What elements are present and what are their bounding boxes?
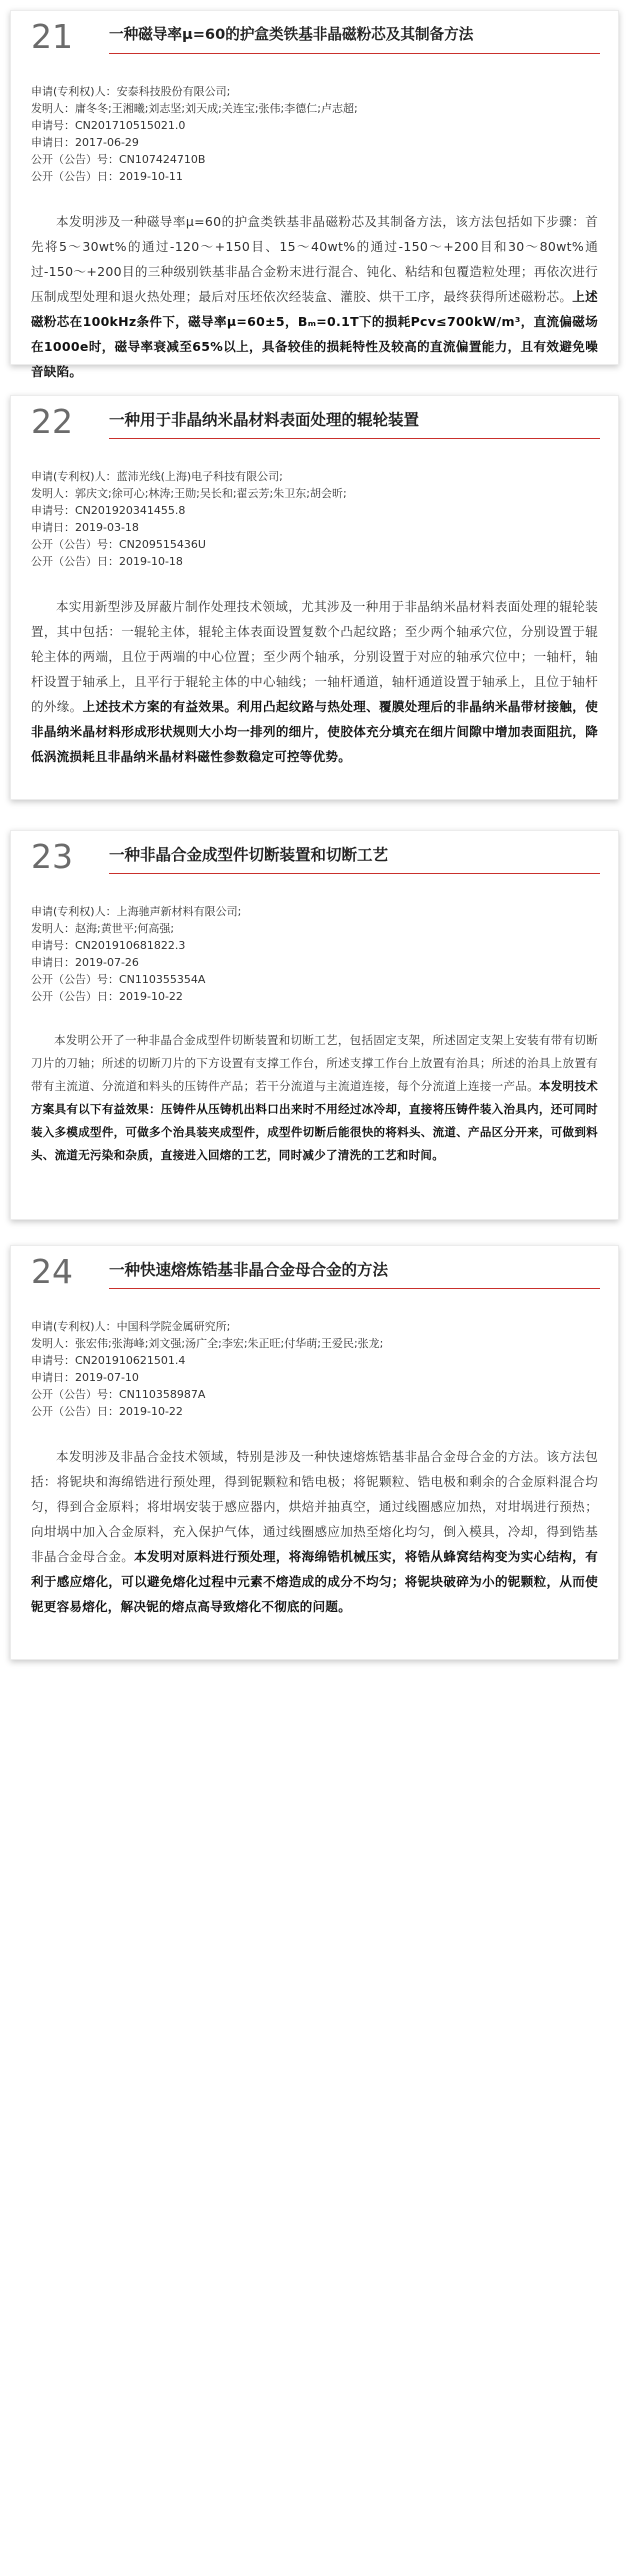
entry-title: 一种快速熔炼锆基非晶合金母合金的方法 (109, 1261, 389, 1279)
entry-title: 一种磁导率μ=60的护盒类铁基非晶磁粉芯及其制备方法 (109, 26, 474, 43)
publication-date: 公开（公告）日：2019-10-22 (31, 990, 183, 1003)
application-number: 申请号：CN201920341455.8 (31, 504, 186, 517)
title-underline (109, 1288, 600, 1289)
application-date: 申请日：2019-07-26 (31, 956, 139, 969)
applicant: 申请(专利权)人：安泰科技股份有限公司; (31, 85, 231, 98)
abstract-text: 本发明涉及非晶合金技术领域，特别是涉及一种快速熔炼锆基非晶合金母合金的方法。该方法包括：将铌块和海绵锆进行预处理，得到铌颗粒和锆电极；将铌颗粒、锆电极和剩余的合金原料混合均匀，得到合金原料；将坩埚安装于感应器内，烘焙并抽真空，通过线圈感应加热，对坩埚进行预热；向坩埚中加入合金原料，充入保护气体，通过线圈感应加热至熔化均匀，倒入模具，冷却，得到锆基非晶合金母合金。 (31, 1449, 598, 1564)
application-number: 申请号：CN201710515021.0 (31, 119, 186, 132)
inventors: 发明人：张宏伟;张海峰;刘文强;汤广全;李宏;朱正旺;付华萌;王爱民;张龙; (31, 1337, 384, 1350)
card-header (11, 396, 618, 448)
patent-meta (11, 1298, 618, 1420)
abstract-text: 本实用新型涉及屏蔽片制作处理技术领域，尤其涉及一种用于非晶纳米晶材料表面处理的辊轮装置，其中包括：一辊轮主体，辊轮主体表面设置复数个凸起纹路；至少两个轴承穴位，分别设置于辊轮主体的两端，且位于两端的中心位置；至少两个轴承，分别设置于对应的轴承穴位中；一轴杆，轴杆设置于轴承上，且平行于辊轮主体的中心轴线；一轴杆通道，轴杆通道设置于轴承上，且位于轴杆的外缘。 (31, 599, 598, 714)
inventors: 发明人：郭庆文;徐可心;林涛;王勋;吴长和;翟云芳;朱卫东;胡会昕; (31, 487, 347, 500)
publication-number: 公开（公告）号：CN110355354A (31, 973, 206, 986)
abstract (11, 570, 618, 769)
entry-number: 22 (31, 402, 73, 441)
entry-number: 23 (31, 837, 73, 876)
patent-card (10, 10, 619, 379)
entry-number: 21 (31, 17, 73, 56)
inventors: 发明人：赵海;黄世平;何高强; (31, 922, 175, 935)
abstract (11, 1005, 618, 1167)
abstract (11, 1420, 618, 1619)
application-date: 申请日：2017-06-29 (31, 136, 139, 149)
publication-date: 公开（公告）日：2019-10-18 (31, 555, 183, 568)
abstract-highlight: 本发明对原料进行预处理，将海绵锆机械压实，将锆从蜂窝结构变为实心结构，有利于感应熔化，可以避免熔化过程中元素不熔造成的成分不均匀；将铌块破碎为小的铌颗粒，从而使铌更容易熔化，解决铌的熔点高导致熔化不彻底的问题。 (31, 1549, 598, 1614)
card-header (11, 831, 618, 883)
patent-meta (11, 883, 618, 1005)
applicant: 申请(专利权)人：上海驰声新材料有限公司; (31, 905, 242, 918)
applicant: 申请(专利权)人：蓝沛光线(上海)电子科技有限公司; (31, 470, 283, 483)
inventors: 发明人：庸冬冬;王湘曦;刘志坚;刘天成;关连宝;张伟;李德仁;卢志超; (31, 102, 358, 115)
abstract-highlight: 上述技术方案的有益效果。利用凸起纹路与热处理、覆膜处理后的非晶纳米晶带材接触，使非晶纳米晶材料形成形状规则大小均一排列的细片，使胶体充分填充在细片间隙中增加表面阻抗，降低涡流损耗且非晶纳米晶材料磁性参数稳定可控等优势。 (31, 699, 598, 764)
publication-number: 公开（公告）号：CN110358987A (31, 1388, 206, 1401)
publication-number: 公开（公告）号：CN107424710B (31, 153, 206, 166)
abstract-highlight: 上述磁粉芯在100kHz条件下，磁导率μ=60±5，Bₘ=0.1T下的损耗Pcv≤700kW/m³，直流偏磁场在1000e时，磁导率衰减至65%以上，具备较佳的损耗特性及较高的直流偏置能力，且有效避免噪音缺陷。 (31, 289, 598, 379)
application-date: 申请日：2019-03-18 (31, 521, 139, 534)
abstract-text: 本发明涉及一种磁导率μ=60的护盒类铁基非晶磁粉芯及其制备方法，该方法包括如下步骤：首先将5～30wt%的通过-120～+150目、15～40wt%的通过-150～+200目和30～80wt%通过-150～+200目的三种级别铁基非晶合金粉末进行混合、钝化、粘结和包覆造粒处理；再依次进行压制成型处理和退火热处理；最后对压坯依次经装盒、灌胶、烘干工序，最终获得所述磁粉芯。 (31, 214, 598, 304)
publication-date: 公开（公告）日：2019-10-11 (31, 170, 183, 183)
patent-card (10, 395, 619, 800)
patent-card (10, 1245, 619, 1660)
applicant: 申请(专利权)人：中国科学院金属研究所; (31, 1320, 231, 1333)
title-underline (109, 53, 600, 54)
patent-card (10, 830, 619, 1220)
abstract-text: 本发明公开了一种非晶合金成型件切断装置和切断工艺，包括固定支架，所述固定支架上安装有带有切断刀片的刀轴；所述的切断刀片的下方设置有支撑工作台，所述支撑工作台上放置有治具；所述的治具上放置有带有主流道、分流道和料头的压铸件产品；若干分流道与主流道连接，每个分流道上连接一产品。 (31, 1033, 598, 1093)
patent-meta (11, 63, 618, 185)
patent-meta (11, 448, 618, 570)
publication-number: 公开（公告）号：CN209515436U (31, 538, 206, 551)
card-header (11, 1246, 618, 1298)
title-underline (109, 873, 600, 874)
abstract-highlight: 本发明技术方案具有以下有益效果：压铸件从压铸机出料口出来时不用经过冰冷却，直接将压铸件装入治具内，还可同时装入多模成型件，可做多个治具装夹成型件，成型件切断后能很快的将料头、流道、产品区分开来，可做到料头、流道无污染和杂质，直接进入回熔的工艺，同时减少了清洗的工艺和时间。 (31, 1079, 598, 1162)
application-date: 申请日：2019-07-10 (31, 1371, 139, 1384)
abstract (11, 185, 618, 384)
application-number: 申请号：CN201910621501.4 (31, 1354, 186, 1367)
title-underline (109, 438, 600, 439)
entry-title: 一种用于非晶纳米晶材料表面处理的辊轮装置 (109, 411, 420, 429)
application-number: 申请号：CN201910681822.3 (31, 939, 186, 952)
publication-date: 公开（公告）日：2019-10-22 (31, 1405, 183, 1418)
entry-number: 24 (31, 1252, 73, 1291)
entry-title: 一种非晶合金成型件切断装置和切断工艺 (109, 846, 389, 864)
card-header (11, 11, 618, 63)
